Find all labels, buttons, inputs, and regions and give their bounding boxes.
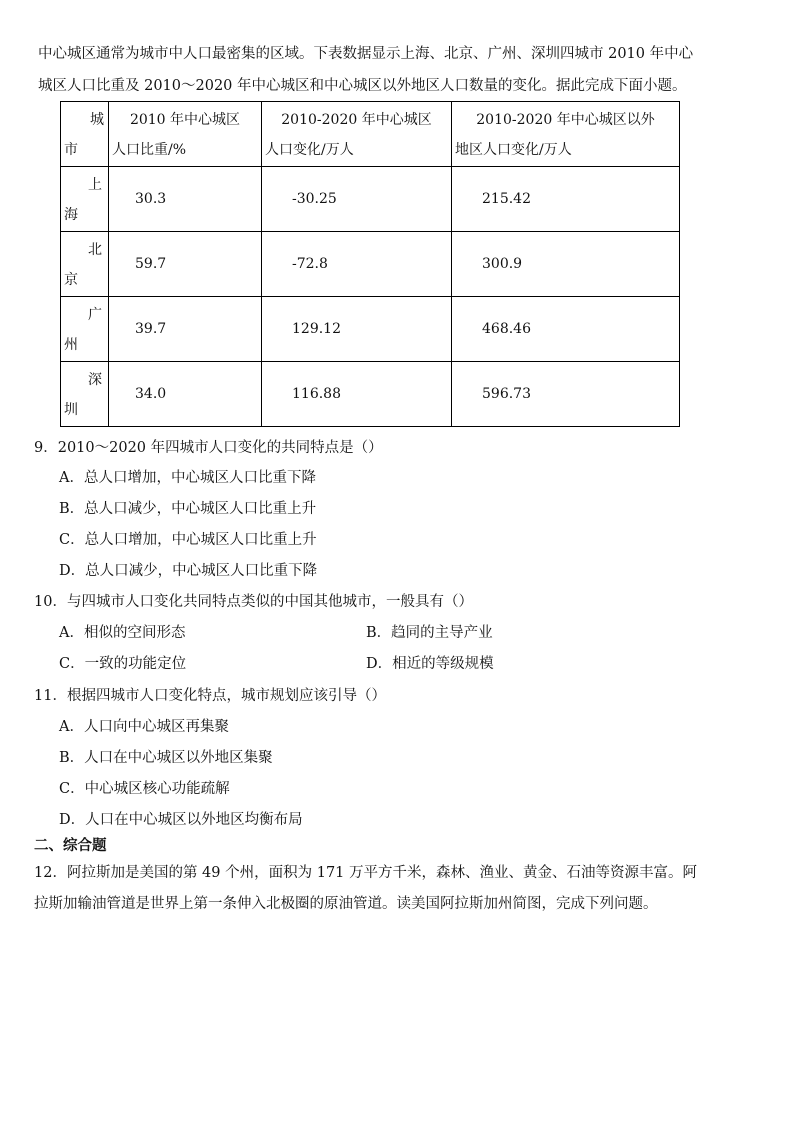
city-cell [61, 362, 109, 427]
outer-change-cell [452, 297, 680, 362]
table-row [61, 297, 680, 362]
outer-change-value: 300.9 [482, 256, 523, 272]
ratio-cell [109, 167, 262, 232]
city-name-part: 海 [64, 207, 78, 223]
population-table [60, 101, 680, 427]
question-9-option-a[interactable]: A．总人口增加，中心城区人口比重下降 [59, 470, 316, 486]
ratio-value: 30.3 [135, 191, 167, 207]
intro-line-2: 城区人口比重及 2010～2020 年中心城区和中心城区以外地区人口数量的变化。据此完成下面小题。 [38, 78, 687, 94]
center-change-cell [262, 167, 452, 232]
center-change-cell [262, 297, 452, 362]
table-row [61, 232, 680, 297]
ratio-value: 39.7 [135, 321, 167, 337]
question-12-line-1: 12．阿拉斯加是美国的第 49 个州，面积为 171 万平方千米，森林、渔业、黄金、石油等资源丰富。阿 [34, 865, 698, 881]
question-11-option-c[interactable]: C．中心城区核心功能疏解 [59, 781, 230, 797]
city-name-part: 州 [64, 337, 78, 353]
question-12-line-2: 拉斯加输油管道是世界上第一条伸入北极圈的原油管道。读美国阿拉斯加州简图，完成下列问题。 [34, 896, 658, 912]
ratio-value: 34.0 [135, 386, 167, 402]
outer-change-cell [452, 362, 680, 427]
ratio-value: 59.7 [135, 256, 167, 272]
city-name-part: 圳 [64, 402, 78, 418]
question-9-option-c[interactable]: C．总人口增加，中心城区人口比重上升 [59, 532, 317, 548]
center-change-value: -72.8 [292, 256, 328, 272]
city-name-part: 深 [88, 372, 102, 388]
outer-change-value: 468.46 [482, 321, 531, 337]
question-10-option-b[interactable]: B．趋同的主导产业 [366, 625, 493, 641]
question-11-option-a[interactable]: A．人口向中心城区再集聚 [59, 719, 229, 735]
header-text: 城 [90, 112, 104, 128]
center-change-value: 116.88 [292, 386, 341, 402]
table-header-row [61, 102, 680, 167]
header-text: 2010-2020 年中心城区 [281, 112, 432, 128]
header-text: 人口变化/万人 [265, 142, 354, 158]
header-text: 人口比重/% [112, 142, 187, 158]
table-row [61, 362, 680, 427]
city-name-part: 京 [64, 272, 78, 288]
ratio-cell [109, 362, 262, 427]
header-center-change [262, 102, 452, 167]
outer-change-value: 596.73 [482, 386, 531, 402]
city-cell [61, 297, 109, 362]
header-text: 2010 年中心城区 [129, 112, 241, 128]
center-change-value: 129.12 [292, 321, 341, 337]
question-11-stem: 11．根据四城市人口变化特点，城市规划应该引导（） [34, 688, 386, 704]
center-change-cell [262, 232, 452, 297]
header-ratio [109, 102, 262, 167]
question-11-option-b[interactable]: B．人口在中心城区以外地区集聚 [59, 750, 273, 766]
question-10-option-d[interactable]: D．相近的等级规模 [366, 656, 494, 672]
question-9-option-d[interactable]: D．总人口减少，中心城区人口比重下降 [59, 563, 318, 579]
outer-change-value: 215.42 [482, 191, 531, 207]
question-10-stem: 10．与四城市人口变化共同特点类似的中国其他城市，一般具有（） [34, 594, 473, 610]
table-row [61, 167, 680, 232]
center-change-value: -30.25 [292, 191, 337, 207]
section-title: 二、综合题 [34, 838, 107, 854]
question-9-option-b[interactable]: B．总人口减少，中心城区人口比重上升 [59, 501, 317, 517]
question-10-option-a[interactable]: A．相似的空间形态 [59, 625, 186, 641]
outer-change-cell [452, 167, 680, 232]
question-10-option-c[interactable]: C．一致的功能定位 [59, 656, 187, 672]
outer-change-cell [452, 232, 680, 297]
city-name-part: 上 [88, 177, 102, 193]
header-text: 地区人口变化/万人 [455, 142, 572, 158]
city-name-part: 北 [88, 242, 102, 258]
question-9-stem: 9．2010～2020 年四城市人口变化的共同特点是（） [34, 440, 383, 456]
header-outer-change [452, 102, 680, 167]
center-change-cell [262, 362, 452, 427]
question-11-option-d[interactable]: D．人口在中心城区以外地区均衡布局 [59, 812, 303, 828]
ratio-cell [109, 297, 262, 362]
intro-line-1: 中心城区通常为城市中人口最密集的区域。下表数据显示上海、北京、广州、深圳四城市 2010 年中心 [38, 46, 694, 62]
city-name-part: 广 [88, 307, 102, 323]
header-text: 市 [64, 142, 78, 158]
header-city [61, 102, 109, 167]
header-text: 2010-2020 年中心城区以外 [476, 112, 655, 128]
city-cell [61, 167, 109, 232]
city-cell [61, 232, 109, 297]
ratio-cell [109, 232, 262, 297]
